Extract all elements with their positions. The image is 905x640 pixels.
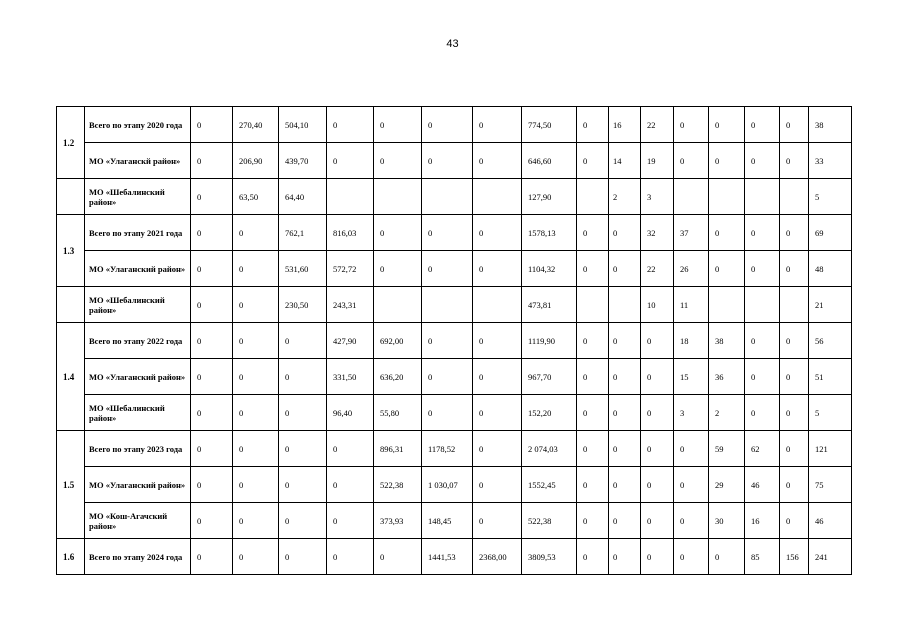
table-cell: 0 [374, 143, 422, 179]
table-cell: 0 [191, 215, 233, 251]
table-cell: 0 [279, 359, 327, 395]
table-cell: 636,20 [374, 359, 422, 395]
row-label: Всего по этапу 2020 года [85, 107, 191, 143]
table-cell: 0 [609, 251, 641, 287]
table-cell: 522,38 [522, 503, 577, 539]
table-cell [745, 179, 780, 215]
table-cell: 504,10 [279, 107, 327, 143]
table-cell: 2368,00 [473, 539, 522, 575]
table-cell: 0 [577, 107, 609, 143]
table-cell: 473,81 [522, 287, 577, 323]
table-cell: 0 [641, 539, 674, 575]
table-cell: 69 [809, 215, 852, 251]
section-code: 1.3 [57, 215, 85, 287]
table-cell: 0 [609, 431, 641, 467]
table-cell: 55,80 [374, 395, 422, 431]
table-cell: 0 [641, 323, 674, 359]
table-cell: 522,38 [374, 467, 422, 503]
row-label: Всего по этапу 2024 года [85, 539, 191, 575]
table-row [57, 359, 852, 395]
table-cell: 0 [422, 323, 473, 359]
table-cell: 2 074,03 [522, 431, 577, 467]
section-code: 1.2 [57, 107, 85, 179]
section-code: 1.5 [57, 431, 85, 539]
table-cell: 0 [641, 467, 674, 503]
table-cell [422, 287, 473, 323]
table-row [57, 539, 852, 575]
table-cell: 0 [191, 431, 233, 467]
table-cell: 230,50 [279, 287, 327, 323]
table-cell: 16 [609, 107, 641, 143]
table-cell: 22 [641, 107, 674, 143]
table-cell: 0 [279, 395, 327, 431]
table-cell: 0 [745, 251, 780, 287]
table-row [57, 179, 852, 215]
table-cell [780, 179, 809, 215]
table-cell: 0 [374, 251, 422, 287]
row-label: МО «Шебалинский район» [85, 395, 191, 431]
table-cell: 0 [422, 251, 473, 287]
table-cell [609, 287, 641, 323]
table-cell: 0 [641, 359, 674, 395]
table-cell: 38 [809, 107, 852, 143]
table-cell: 0 [233, 323, 279, 359]
table-cell: 0 [191, 251, 233, 287]
table-cell: 0 [191, 359, 233, 395]
table-cell: 0 [191, 179, 233, 215]
table-cell [745, 287, 780, 323]
table-row [57, 323, 852, 359]
table-cell: 1552,45 [522, 467, 577, 503]
table-cell: 30 [709, 503, 745, 539]
table-cell: 64,40 [279, 179, 327, 215]
table-cell: 46 [809, 503, 852, 539]
table-cell: 62 [745, 431, 780, 467]
table-row [57, 143, 852, 179]
table-cell: 85 [745, 539, 780, 575]
table-cell: 2 [609, 179, 641, 215]
table-cell: 0 [374, 539, 422, 575]
table-cell: 0 [191, 107, 233, 143]
table-cell: 0 [674, 503, 709, 539]
table-cell: 0 [422, 215, 473, 251]
table-cell: 0 [609, 467, 641, 503]
table-row [57, 287, 852, 323]
table-cell [422, 179, 473, 215]
table-cell: 0 [745, 215, 780, 251]
row-label: МО «Улаганскй район» [85, 143, 191, 179]
table-cell: 0 [191, 539, 233, 575]
table-cell: 0 [279, 539, 327, 575]
table-row [57, 251, 852, 287]
table-cell: 18 [674, 323, 709, 359]
table-cell [473, 287, 522, 323]
table-cell: 0 [473, 143, 522, 179]
table-cell: 0 [577, 143, 609, 179]
table-cell: 0 [609, 323, 641, 359]
table-cell: 0 [745, 359, 780, 395]
table-cell: 0 [233, 395, 279, 431]
section-code: 1.6 [57, 539, 85, 575]
table-row [57, 503, 852, 539]
table-cell: 0 [745, 395, 780, 431]
row-label: Всего по этапу 2021 года [85, 215, 191, 251]
table-cell: 0 [327, 143, 374, 179]
table-cell: 22 [641, 251, 674, 287]
table-cell: 0 [473, 251, 522, 287]
table-cell: 0 [327, 107, 374, 143]
table-cell: 0 [279, 467, 327, 503]
table-cell [374, 287, 422, 323]
table-cell: 0 [577, 467, 609, 503]
table-cell: 37 [674, 215, 709, 251]
table-cell: 1178,52 [422, 431, 473, 467]
table-cell: 0 [709, 539, 745, 575]
table-cell: 15 [674, 359, 709, 395]
table-cell: 121 [809, 431, 852, 467]
table-cell: 0 [374, 107, 422, 143]
table-cell: 206,90 [233, 143, 279, 179]
section-code [57, 287, 85, 323]
table-cell: 26 [674, 251, 709, 287]
section-code: 1.4 [57, 323, 85, 431]
table-cell: 0 [577, 539, 609, 575]
row-label: МО «Шебалинский район» [85, 287, 191, 323]
table-cell: 156 [780, 539, 809, 575]
table-cell: 0 [780, 503, 809, 539]
table-cell: 0 [780, 251, 809, 287]
table-cell: 0 [422, 107, 473, 143]
page-number: 43 [446, 38, 459, 50]
table-cell [473, 179, 522, 215]
table-cell: 0 [233, 215, 279, 251]
row-label: МО «Шебалинский район» [85, 179, 191, 215]
table-cell: 0 [374, 215, 422, 251]
table-cell: 270,40 [233, 107, 279, 143]
table-cell: 0 [780, 323, 809, 359]
table-cell: 0 [780, 107, 809, 143]
table-cell: 0 [641, 503, 674, 539]
table-cell: 33 [809, 143, 852, 179]
row-label: Всего по этапу 2023 года [85, 431, 191, 467]
table-cell: 427,90 [327, 323, 374, 359]
table-cell: 19 [641, 143, 674, 179]
table-cell [674, 179, 709, 215]
table-cell: 0 [709, 107, 745, 143]
table-cell: 0 [780, 395, 809, 431]
table-cell: 1119,90 [522, 323, 577, 359]
table-cell: 63,50 [233, 179, 279, 215]
table-cell: 762,1 [279, 215, 327, 251]
table-cell: 0 [191, 143, 233, 179]
table-cell: 0 [641, 431, 674, 467]
table-cell: 0 [674, 431, 709, 467]
table-cell: 0 [327, 539, 374, 575]
table-cell: 0 [674, 539, 709, 575]
table-cell: 75 [809, 467, 852, 503]
table-cell: 3809,53 [522, 539, 577, 575]
table-cell: 0 [233, 359, 279, 395]
table-cell [577, 287, 609, 323]
table-cell: 2 [709, 395, 745, 431]
table-cell: 0 [191, 467, 233, 503]
table-cell: 0 [609, 503, 641, 539]
table-cell [374, 179, 422, 215]
table-cell: 148,45 [422, 503, 473, 539]
table-cell: 0 [233, 251, 279, 287]
table-cell: 1 030,07 [422, 467, 473, 503]
table-cell: 0 [745, 107, 780, 143]
row-label: МО «Улаганский район» [85, 467, 191, 503]
table-cell: 0 [577, 395, 609, 431]
table-cell: 0 [609, 539, 641, 575]
row-label: Всего по этапу 2022 года [85, 323, 191, 359]
table-cell: 127,90 [522, 179, 577, 215]
table-cell: 11 [674, 287, 709, 323]
table-cell: 0 [473, 503, 522, 539]
table-cell: 0 [191, 287, 233, 323]
table-cell: 16 [745, 503, 780, 539]
table-cell: 0 [609, 215, 641, 251]
table-cell: 816,03 [327, 215, 374, 251]
table-cell: 0 [674, 107, 709, 143]
table-cell [709, 287, 745, 323]
table-cell: 1441,53 [422, 539, 473, 575]
table-cell: 32 [641, 215, 674, 251]
table-cell: 0 [780, 431, 809, 467]
table-cell: 29 [709, 467, 745, 503]
table-cell: 36 [709, 359, 745, 395]
table-cell: 0 [279, 503, 327, 539]
table-cell: 5 [809, 179, 852, 215]
table-cell: 439,70 [279, 143, 327, 179]
table-cell: 0 [233, 503, 279, 539]
table-cell: 21 [809, 287, 852, 323]
table-cell: 0 [191, 395, 233, 431]
stage-table [56, 106, 852, 575]
table-cell: 1578,13 [522, 215, 577, 251]
table-cell: 48 [809, 251, 852, 287]
table-cell: 38 [709, 323, 745, 359]
table-cell: 96,40 [327, 395, 374, 431]
table-cell: 0 [191, 503, 233, 539]
table-cell: 0 [233, 431, 279, 467]
table-cell: 774,50 [522, 107, 577, 143]
table-cell: 0 [473, 431, 522, 467]
table-cell: 0 [577, 359, 609, 395]
table-cell: 3 [641, 179, 674, 215]
table-row [57, 215, 852, 251]
table-cell: 0 [233, 467, 279, 503]
table-cell: 373,93 [374, 503, 422, 539]
row-label: МО «Улаганский район» [85, 359, 191, 395]
table-cell: 0 [422, 359, 473, 395]
section-code [57, 179, 85, 215]
table-cell: 0 [233, 287, 279, 323]
table-cell: 0 [233, 539, 279, 575]
table-cell: 59 [709, 431, 745, 467]
table-row [57, 467, 852, 503]
table-cell: 0 [780, 467, 809, 503]
table-cell: 572,72 [327, 251, 374, 287]
table-cell [780, 287, 809, 323]
table-cell: 0 [577, 503, 609, 539]
table-cell: 0 [745, 323, 780, 359]
table-cell: 56 [809, 323, 852, 359]
table-cell: 0 [473, 395, 522, 431]
table-cell: 0 [577, 431, 609, 467]
table-cell: 0 [745, 143, 780, 179]
table-cell: 331,50 [327, 359, 374, 395]
table-cell: 0 [279, 431, 327, 467]
table-cell: 10 [641, 287, 674, 323]
table-cell: 0 [709, 215, 745, 251]
table-cell [327, 179, 374, 215]
table-cell: 0 [577, 251, 609, 287]
table-cell: 646,60 [522, 143, 577, 179]
table-cell: 0 [674, 143, 709, 179]
table-cell: 0 [327, 467, 374, 503]
table-cell: 0 [473, 359, 522, 395]
table-cell: 46 [745, 467, 780, 503]
table-cell: 967,70 [522, 359, 577, 395]
table-cell: 0 [279, 323, 327, 359]
table-cell: 51 [809, 359, 852, 395]
table-cell: 3 [674, 395, 709, 431]
table-cell: 0 [473, 323, 522, 359]
table-cell: 0 [709, 143, 745, 179]
table-cell: 0 [473, 107, 522, 143]
table-cell [577, 179, 609, 215]
table-cell: 0 [674, 467, 709, 503]
table-cell: 1104,32 [522, 251, 577, 287]
table-row [57, 107, 852, 143]
table-cell: 0 [327, 503, 374, 539]
table-cell: 531,60 [279, 251, 327, 287]
table-cell: 0 [780, 143, 809, 179]
table-cell [709, 179, 745, 215]
table-cell: 0 [641, 395, 674, 431]
table-row [57, 431, 852, 467]
table-cell: 14 [609, 143, 641, 179]
table-cell: 152,20 [522, 395, 577, 431]
table-cell: 5 [809, 395, 852, 431]
table-cell: 243,31 [327, 287, 374, 323]
table-cell: 692,00 [374, 323, 422, 359]
row-label: МО «Улаганский район» [85, 251, 191, 287]
table-cell: 0 [780, 359, 809, 395]
table-cell: 0 [577, 323, 609, 359]
table-cell: 241 [809, 539, 852, 575]
table-cell: 0 [473, 467, 522, 503]
table-cell: 0 [191, 323, 233, 359]
table-cell: 0 [709, 251, 745, 287]
table-cell: 0 [577, 215, 609, 251]
table-cell: 0 [327, 431, 374, 467]
table-cell: 0 [473, 215, 522, 251]
table-cell: 0 [422, 143, 473, 179]
table-cell: 0 [780, 215, 809, 251]
table-row [57, 395, 852, 431]
table-cell: 0 [422, 395, 473, 431]
table-cell: 0 [609, 359, 641, 395]
row-label: МО «Кош-Агачский район» [85, 503, 191, 539]
table-cell: 896,31 [374, 431, 422, 467]
table-cell: 0 [609, 395, 641, 431]
